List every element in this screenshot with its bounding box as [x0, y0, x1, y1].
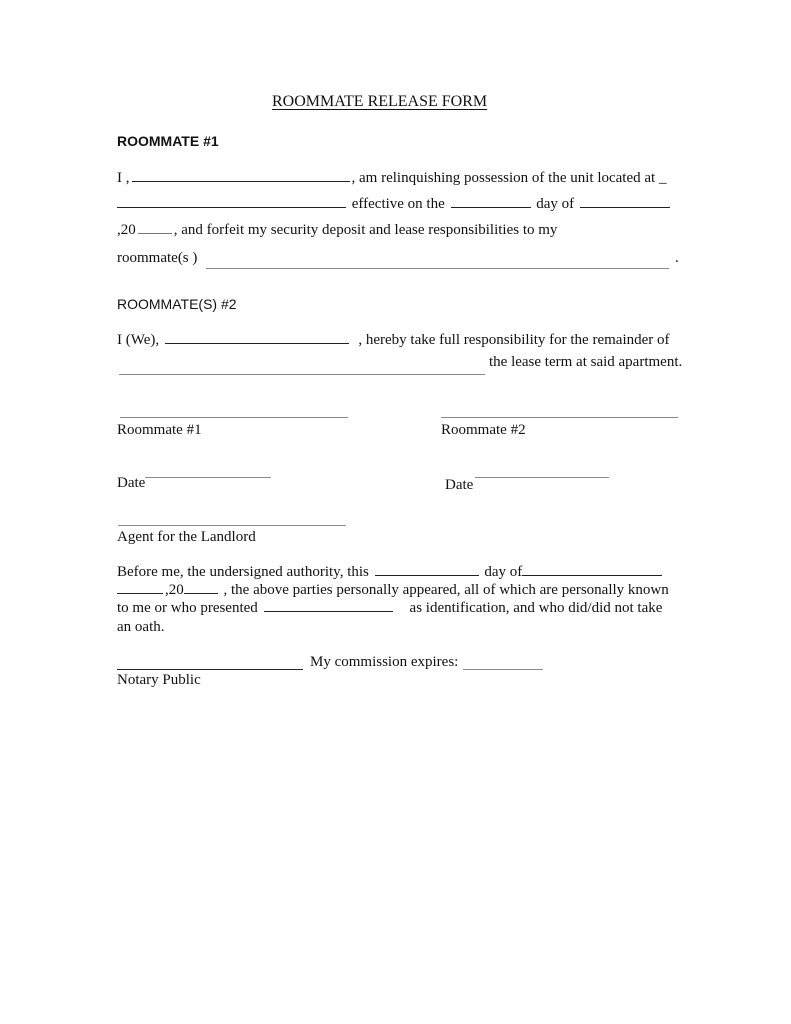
roommate1-name-blank[interactable]	[132, 180, 350, 182]
relinquish-text: , am relinquishing possession of the unit located at	[351, 170, 656, 186]
notary-signature-line[interactable]	[117, 669, 303, 670]
roommate2-signature-line[interactable]	[441, 417, 678, 418]
lease-term-text: the lease term at said apartment.	[489, 354, 683, 370]
roommate1-line3	[117, 223, 557, 238]
roommate1-line4	[117, 251, 197, 266]
agent-label: Agent for the Landlord	[117, 529, 256, 545]
effective-day-blank[interactable]	[451, 206, 531, 208]
notary-day-blank[interactable]	[375, 574, 479, 576]
address-blank[interactable]	[117, 206, 346, 208]
roommate1-i-label: I ,	[117, 170, 130, 186]
notary-oath-text: as identification, and who did/did not take	[409, 600, 663, 616]
day-of-label: day of	[536, 196, 575, 212]
we-label: I (We),	[117, 332, 160, 348]
roommate1-signature-label: Roommate #1	[117, 422, 202, 438]
roommates-period: .	[675, 250, 679, 266]
notary-appeared-text: , the above parties personally appeared, all of which are personally known	[223, 582, 669, 598]
commission-expires-blank[interactable]	[463, 669, 543, 670]
effective-month-blank[interactable]	[580, 206, 670, 208]
notary-line2	[117, 583, 669, 598]
notary-line1	[117, 565, 664, 580]
notary-date-blank[interactable]	[117, 592, 163, 594]
notary-line4: an oath.	[117, 619, 165, 635]
roommate2-heading: ROOMMATE(S) #2	[117, 296, 237, 312]
roommates-label: roommate(s )	[117, 250, 198, 266]
notary-month-blank[interactable]	[522, 574, 662, 576]
roommates-name-blank[interactable]	[206, 268, 669, 269]
notary-year-prefix: ,20	[165, 582, 184, 598]
roommate2-name-blank[interactable]	[165, 342, 349, 344]
roommate2-date-line[interactable]	[475, 477, 609, 478]
notary-year-blank[interactable]	[184, 592, 218, 594]
notary-authority-text: Before me, the undersigned authority, this	[117, 564, 369, 580]
roommate1-date-label: Date	[117, 475, 146, 491]
agent-signature-line[interactable]	[118, 525, 346, 526]
roommate1-signature-line[interactable]	[120, 417, 348, 418]
year-blank[interactable]	[138, 232, 172, 234]
address-start-blank[interactable]: _	[658, 170, 667, 186]
responsibility-text: , hereby take full responsibility for the remainder of	[358, 332, 670, 348]
roommate2-line1	[117, 333, 670, 348]
roommate2-signature-label: Roommate #2	[441, 422, 526, 438]
roommate1-heading: ROOMMATE #1	[117, 133, 219, 149]
roommate1-date-line[interactable]	[145, 477, 271, 478]
form-title: ROOMMATE RELEASE FORM	[272, 93, 488, 110]
year-prefix: ,20	[117, 222, 136, 238]
notary-line3	[117, 601, 662, 616]
roommate1-line1	[117, 171, 666, 186]
roommate1-line2	[117, 197, 672, 212]
forfeit-text: , and forfeit my security deposit and lease responsibilities to my	[173, 222, 558, 238]
notary-identification-blank[interactable]	[264, 610, 393, 612]
roommate2-date-label: Date	[445, 477, 474, 493]
effective-label: effective on the	[351, 196, 445, 212]
commission-label: My commission expires:	[310, 654, 459, 670]
notary-public-label: Notary Public	[117, 672, 201, 688]
notary-day-of-label: day of	[484, 564, 523, 580]
roommate2-name-blank-2[interactable]	[119, 374, 485, 375]
notary-presented-text: to me or who presented	[117, 600, 258, 616]
